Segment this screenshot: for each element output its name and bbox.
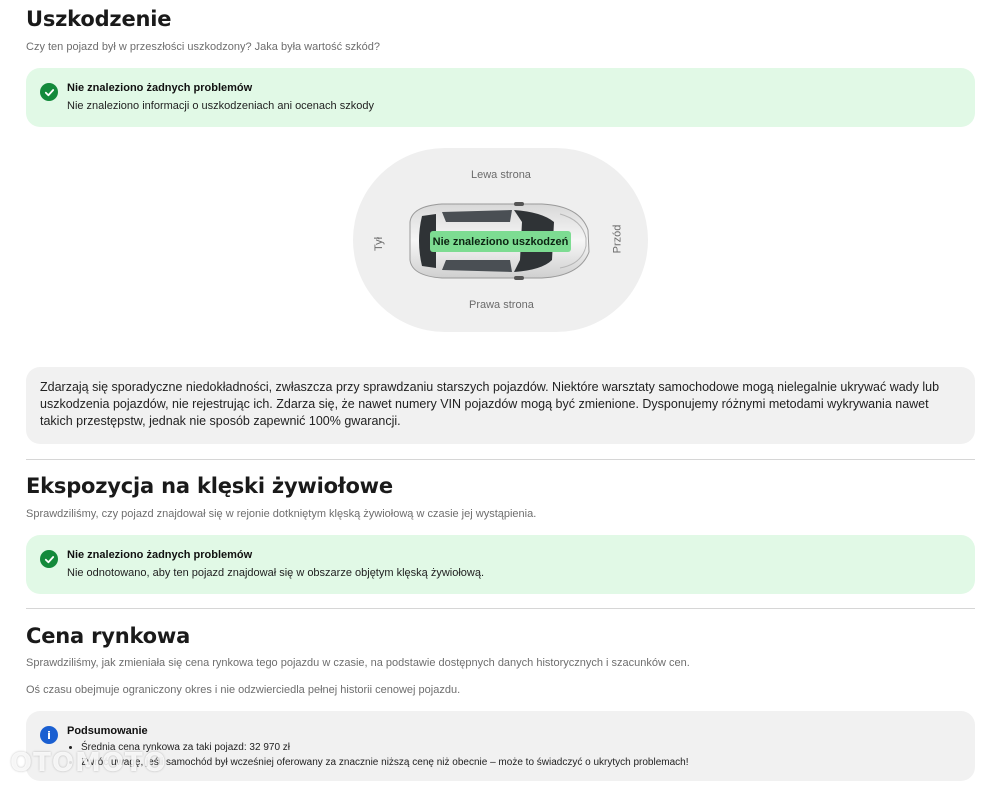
disaster-title: Ekspozycja na klęski żywiołowe xyxy=(26,474,393,498)
summary-item: • Zwróć uwagę, jeśli samochód był wcześniej oferowany za znacznie niższą cenę niż obecnie – może to świadczyć o ukrytych problemach! xyxy=(81,755,689,770)
damage-title: Uszkodzenie xyxy=(26,7,172,31)
check-circle-icon xyxy=(40,550,58,568)
right-side-label: Prawa strona xyxy=(469,299,534,311)
damage-disclaimer xyxy=(26,367,975,444)
disclaimer-text: Zdarzają się sporadyczne niedokładności, zwłaszcza przy sprawdzaniu starszych pojazdów. Niektóre warsztaty samochodowe mogą nielegalnie ukrywać wady lub uszkodzenia pojazdów, nie rejestrując ich. Zdarza się, że nawet numery VIN pojazdów mogą być zmienione. Dysponujemy różnymi metodami wykrywania nawet takich przestępstw, jednak nie sposób zapewnić 100% gwarancji. xyxy=(40,380,940,428)
damage-subtitle: Czy ten pojazd był w przeszłości uszkodzony? Jaka była wartość szkód? xyxy=(26,41,380,53)
no-damage-badge: Nie znaleziono uszkodzeń xyxy=(430,231,571,252)
disaster-status-title: Nie znaleziono żadnych problemów xyxy=(67,549,253,561)
damage-status-card xyxy=(26,68,975,127)
disaster-status-text: Nie odnotowano, aby ten pojazd znajdował się w obszarze objętym klęską żywiołową. xyxy=(67,567,485,579)
price-summary-card xyxy=(26,711,975,781)
otomoto-watermark: OTOMOTO xyxy=(10,748,167,778)
check-circle-icon xyxy=(40,83,58,101)
price-title: Cena rynkowa xyxy=(26,624,191,648)
damage-status-title: Nie znaleziono żadnych problemów xyxy=(67,82,253,94)
rear-label: Tył xyxy=(373,236,386,252)
section-divider xyxy=(26,608,975,609)
summary-title: Podsumowanie xyxy=(67,725,148,737)
damage-status-text: Nie znaleziono informacji o uszkodzeniach ani ocenach szkody xyxy=(67,100,374,112)
info-icon: i xyxy=(40,726,58,744)
front-label: Przód xyxy=(611,224,624,254)
disaster-subtitle: Sprawdziliśmy, czy pojazd znajdował się w rejonie dotkniętym klęską żywiołową w czasie jej wystąpienia. xyxy=(26,508,537,520)
left-side-label: Lewa strona xyxy=(471,169,531,181)
section-divider xyxy=(26,459,975,460)
price-note: Oś czasu obejmuje ograniczony okres i nie odzwierciedla pełnej historii cenowej pojazdu. xyxy=(26,684,461,696)
summary-item: • Średnia cena rynkowa za taki pojazd: 32 970 zł xyxy=(81,740,689,755)
disaster-status-card xyxy=(26,535,975,594)
price-subtitle: Sprawdziliśmy, jak zmieniała się cena rynkowa tego pojazdu w czasie, na podstawie dostępnych danych historycznych i szacunków cen. xyxy=(26,657,690,669)
